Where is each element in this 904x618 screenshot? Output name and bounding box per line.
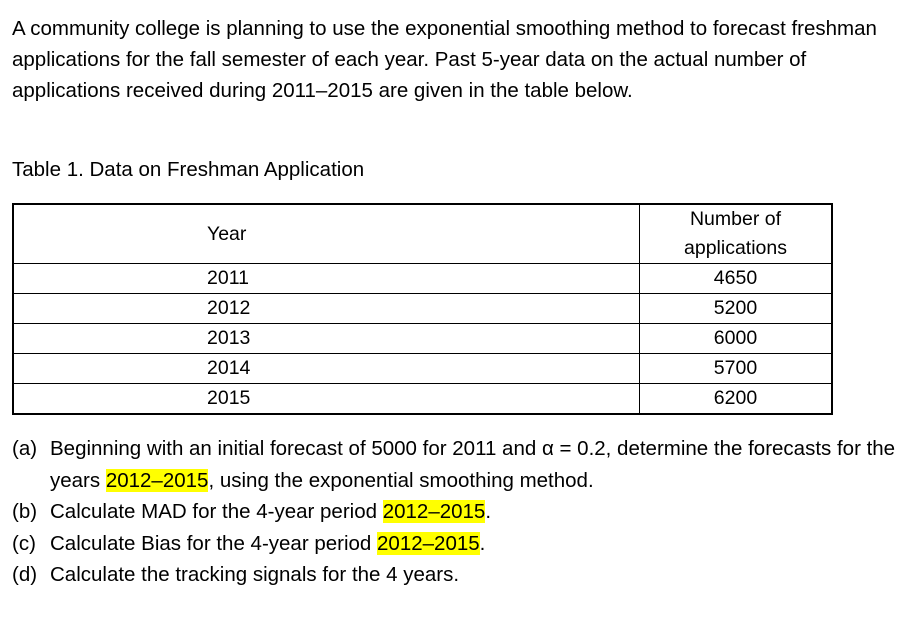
question-label: (d)	[12, 563, 38, 586]
table-row	[13, 384, 832, 415]
table-caption: Table 1. Data on Freshman Application	[12, 158, 365, 181]
question-a	[12, 433, 902, 496]
question-text-part: .	[479, 531, 486, 555]
question-text	[50, 433, 902, 496]
cell-applications: 5700	[640, 354, 833, 384]
header-year: Year	[13, 204, 640, 264]
cell-applications: 6200	[640, 384, 833, 415]
cell-year: 2012	[13, 294, 640, 324]
cell-applications: 6000	[640, 324, 833, 354]
cell-applications: 4650	[640, 264, 833, 294]
table-header-row	[13, 204, 832, 264]
question-text-part: .	[485, 500, 492, 523]
question-text	[50, 496, 902, 528]
cell-year: 2011	[13, 264, 640, 294]
question-text-part: Calculate the tracking signals for the 4 years.	[50, 563, 460, 586]
cell-year: 2014	[13, 354, 640, 384]
question-text-part: , using the exponential smoothing method.	[208, 468, 594, 492]
table-row	[13, 324, 832, 354]
question-text-part: Beginning with an initial forecast of 5000 for 2011 and α = 0.2, determine the forecasts for the years	[50, 437, 896, 492]
question-text-part: Calculate MAD for the 4-year period	[50, 500, 383, 523]
question-c	[12, 528, 902, 560]
table-row	[13, 264, 832, 294]
highlighted-period: 2012–2015	[377, 531, 480, 555]
question-text	[50, 559, 902, 591]
applications-table	[12, 203, 833, 415]
highlighted-period: 2012–2015	[105, 468, 209, 492]
question-label: (c)	[12, 531, 36, 555]
cell-year: 2015	[13, 384, 640, 415]
question-list	[12, 433, 902, 591]
question-b	[12, 496, 902, 528]
cell-applications: 5200	[640, 294, 833, 324]
highlighted-period: 2012–2015	[382, 500, 486, 523]
header-applications: Number of applications	[640, 204, 833, 264]
question-text	[50, 528, 902, 560]
table-row	[13, 294, 832, 324]
cell-year: 2013	[13, 324, 640, 354]
question-text-part: Calculate Bias for the 4-year period	[50, 531, 378, 555]
question-label: (a)	[12, 437, 38, 460]
intro-paragraph: A community college is planning to use the exponential smoothing method to forecast freshman applications for the fall semester of each year. Past 5-year data on the actual number of applications received during 2011–2015 are given in the table below.	[12, 17, 877, 102]
question-label: (b)	[12, 500, 38, 523]
table-row	[13, 354, 832, 384]
question-d	[12, 559, 902, 591]
